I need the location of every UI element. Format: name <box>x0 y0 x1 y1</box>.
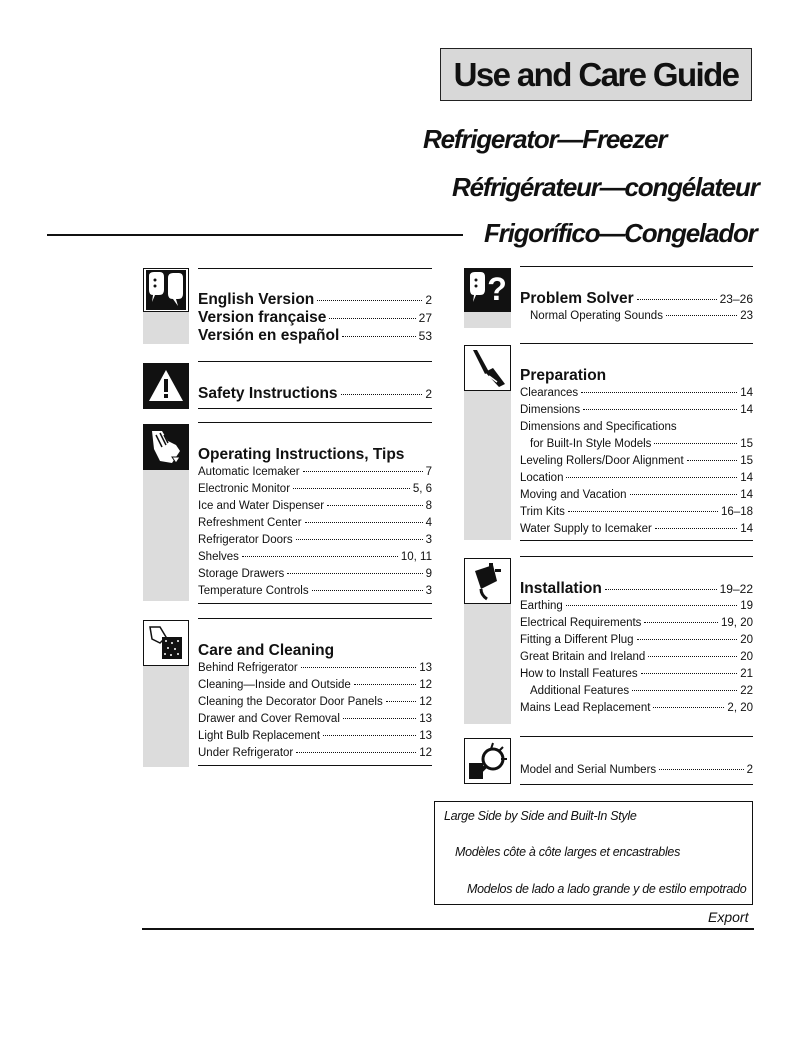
toc-entry[interactable]: Light Bulb Replacement 13 <box>198 730 432 742</box>
section-title-preparation: Preparation <box>520 367 607 384</box>
section-title-care: Care and Cleaning <box>198 642 335 659</box>
toc-entry[interactable]: Additional Features 22 <box>530 685 753 697</box>
toc-entry[interactable]: Fitting a Different Plug 20 <box>520 634 753 646</box>
export-label: Export <box>708 909 749 925</box>
toc-entry[interactable]: Location 14 <box>520 472 753 484</box>
models-box <box>434 801 753 905</box>
toc-entry-model[interactable]: Model and Serial Numbers 2 <box>520 764 753 776</box>
toc-entry[interactable]: Trim Kits 16–18 <box>520 506 753 518</box>
section-rule <box>198 603 432 604</box>
hand-press-icon <box>143 424 189 470</box>
toc-entry[interactable]: Under Refrigerator 12 <box>198 747 432 759</box>
toc-entry[interactable]: Storage Drawers 9 <box>198 568 432 580</box>
toc-entry[interactable]: Cleaning the Decorator Door Panels 12 <box>198 696 432 708</box>
section-rule <box>520 556 753 557</box>
section-title-operating: Operating Instructions, Tips <box>198 446 405 463</box>
toc-entry[interactable]: Earthing 19 <box>520 600 753 612</box>
screwdriver-icon <box>464 345 511 391</box>
toc-entry[interactable]: Cleaning—Inside and Outside 12 <box>198 679 432 691</box>
footer-rule <box>142 928 754 930</box>
toc-entry[interactable]: Refreshment Center 4 <box>198 517 432 529</box>
toc-entry[interactable]: Dimensions and Specifications <box>520 421 677 433</box>
section-rule <box>198 361 432 362</box>
toc-entry[interactable]: Ice and Water Dispenser 8 <box>198 500 432 512</box>
warning-icon <box>143 363 189 409</box>
toc-entry[interactable]: Drawer and Cover Removal 13 <box>198 713 432 725</box>
toc-entry[interactable]: Shelves 10, 11 <box>198 551 432 563</box>
toc-entry[interactable]: Temperature Controls 3 <box>198 585 432 597</box>
section-rule <box>520 540 753 541</box>
care-list <box>198 660 432 762</box>
model-line-english: Large Side by Side and Built-In Style <box>444 809 637 823</box>
svg-text:?: ? <box>486 271 507 307</box>
question-icon <box>464 268 511 312</box>
document-title: Use and Care Guide <box>453 55 739 93</box>
toc-entry[interactable]: for Built-In Style Models 15 <box>530 438 753 450</box>
model-line-spanish: Modelos de lado a lado grande y de estilo empotrado <box>467 882 747 896</box>
toc-entry[interactable]: Version française 27 <box>198 309 432 326</box>
section-rule <box>520 266 753 267</box>
operating-list <box>198 464 432 600</box>
toc-entry[interactable]: Behind Refrigerator 13 <box>198 662 432 674</box>
toc-entry[interactable]: Refrigerator Doors 3 <box>198 534 432 546</box>
subtitle-english: Refrigerator—Freezer <box>423 124 667 154</box>
toc-entry[interactable]: English Version 2 <box>198 291 432 308</box>
model-line-french: Modèles côte à côte larges et encastrables <box>455 845 681 859</box>
section-rule <box>520 343 753 344</box>
title-box <box>440 48 752 101</box>
toc-entry[interactable]: Moving and Vacation 14 <box>520 489 753 501</box>
toc-entry[interactable]: Electronic Monitor 5, 6 <box>198 483 432 495</box>
toc-entry[interactable]: Water Supply to Icemaker 14 <box>520 523 753 535</box>
section-rule <box>520 784 753 785</box>
toc-entry[interactable]: Normal Operating Sounds 23 <box>530 310 753 322</box>
section-rule <box>198 268 432 269</box>
version-list <box>198 291 432 345</box>
header-rule <box>47 234 463 236</box>
toc-entry[interactable]: Great Britain and Ireland 20 <box>520 651 753 663</box>
language-icon <box>143 268 189 312</box>
sponge-icon <box>143 620 189 666</box>
preparation-list <box>520 385 753 538</box>
toc-entry-problem[interactable]: Problem Solver 23–26 <box>520 290 753 307</box>
toc-entry[interactable]: Dimensions 14 <box>520 404 753 416</box>
toc-entry-installation[interactable]: Installation 19–22 <box>520 580 753 597</box>
toc-entry[interactable]: Versión en español 53 <box>198 327 432 344</box>
toc-entry-safety[interactable]: Safety Instructions 2 <box>198 385 432 402</box>
toc-entry[interactable]: Electrical Requirements 19, 20 <box>520 617 753 629</box>
subtitle-spanish: Frigorífico—Congelador <box>484 218 757 248</box>
section-rule <box>198 765 432 766</box>
toc-entry[interactable]: Clearances 14 <box>520 387 753 399</box>
toc-entry[interactable]: Leveling Rollers/Door Alignment 15 <box>520 455 753 467</box>
section-rule <box>198 422 432 423</box>
plug-icon <box>464 558 511 604</box>
subtitle-french: Réfrigérateur—congélateur <box>452 172 759 202</box>
installation-list <box>520 598 753 717</box>
section-rule <box>520 736 753 737</box>
toc-entry[interactable]: Mains Lead Replacement 2, 20 <box>520 702 753 714</box>
toc-entry[interactable]: Automatic Icemaker 7 <box>198 466 432 478</box>
toc-entry[interactable]: How to Install Features 21 <box>520 668 753 680</box>
section-rule <box>198 408 432 409</box>
magnifier-icon <box>464 738 511 784</box>
section-rule <box>198 618 432 619</box>
